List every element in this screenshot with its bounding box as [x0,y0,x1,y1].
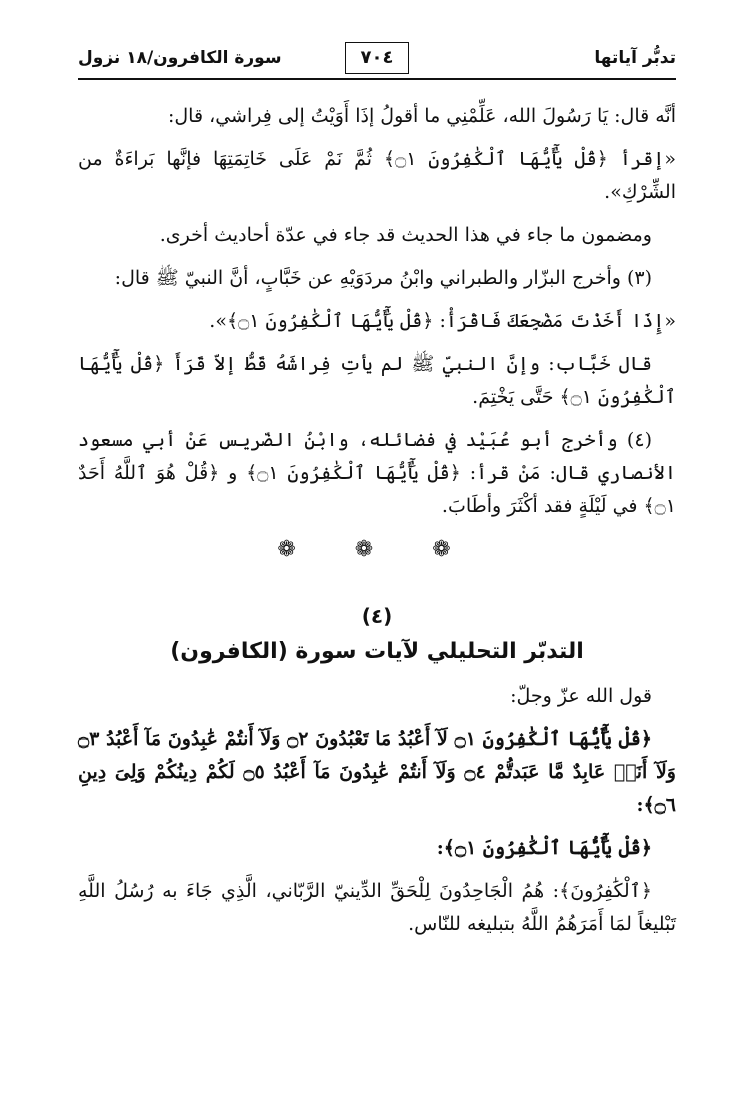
section-number: (٤) [361,604,393,628]
page-header [78,42,676,80]
page-body [78,100,676,951]
paragraph: أنَّه قال: يَا رَسُولَ الله، عَلِّمْنِي ما أقولُ إذَا أَوَيْتُ إلى فِراشي، قال: [167,105,676,127]
quran-verse: ﴿قُلْ يَٰٓأَيُّهَا ٱلْكَٰفِرُونَ ۝١ لَآ أَعْبُدُ مَا تَعْبُدُونَ ۝٢ وَلَآ أَنتُمْ عَٰبِدُونَ مَآ أَعْبُدُ ۝٣ وَلَآ أَنَا۠ عَابِدٌ مَّا عَبَدتُّمْ ۝٤ وَلَآ أَنتُمْ عَٰبِدُونَ مَآ أَعْبُدُ ۝٥ لَكُمْ دِينُكُمْ وَلِىَ دِينِ ۝٦﴾: [78,728,676,816]
paragraph: (٤) وأخرج أبو عُبَيْد في فضائله، وابْنُ الضّريس عَنْ أبي مسعود الأنصاري قال: مَنْ قرأ: ﴿قُلْ يَٰٓأَيُّهَا ٱلْكَٰفِرُونَ ۝١﴾ و ﴿قُلْ هُوَ ٱللَّهُ أَحَدٌ ۝١﴾ في لَيْلَةٍ فقد أكْثَرَ وأطَابَ. [78,429,676,517]
header-surah-title: سورة الكافرون/١٨ نزول [78,48,282,68]
paragraph: «إِذَا أَخَذْتَ مَضْجِعَكَ فَاقْرَأْ: ﴿قُلْ يَٰٓأَيُّهَا ٱلْكَٰفِرُونَ ۝١﴾». [209,310,676,332]
paragraph: قول الله عزّ وجلّ: [510,685,652,707]
paragraph: ﴿ٱلْكَٰفِرُونَ﴾: هُمُ الْجَاحِدُونَ لِلْحَقِّ الدِّينيّ الرَّبّاني، الَّذِي جَاءَ به رُسُلُ اللَّهِ تَبْليغاً لمَا أَمَرَهُمُ اللَّهُ بتبليغه للنّاس. [78,880,676,935]
paragraph: قال خَبَّاب: وإنَّ النبيّ ﷺ لم يأتِ فِراشَهُ قَطُّ إلاّ قَرَأَ ﴿قُلْ يَٰٓأَيُّهَا ٱلْكَٰفِرُونَ ۝١﴾ حَتَّى يَخْتِمَ. [78,353,676,408]
paragraph: (٣) وأخرج البزّار والطبراني وابْنُ مردَوَيْهِ عن خَبَّابٍ، أنَّ النبيّ ﷺ قال: [114,267,652,289]
section-title: التدبّر التحليلي لآيات سورة (الكافرون) [170,639,584,664]
paragraph: «إقرأ ﴿قُلْ يَٰٓأَيُّهَا ٱلْكَٰفِرُونَ ۝١﴾ ثُمَّ نَمْ عَلَى خَاتِمَتِهَا فإنَّها بَراءَةٌ من الشِّرْكِ». [78,148,676,203]
separator-ornament: ❁ ❁ ❁ [277,537,477,562]
header-divider [78,78,676,80]
page-number: ٧٠٤ [345,42,409,74]
paragraph: ومضمون ما جاء في هذا الحديث قد جاء في عدّة أحاديث أخرى. [159,224,652,246]
quran-verse: ﴿قُلْ يَٰٓأَيُّهَا ٱلْكَٰفِرُونَ ۝١﴾: [436,837,652,859]
header-chapter-title: تدبُّر آياتها [594,48,676,68]
